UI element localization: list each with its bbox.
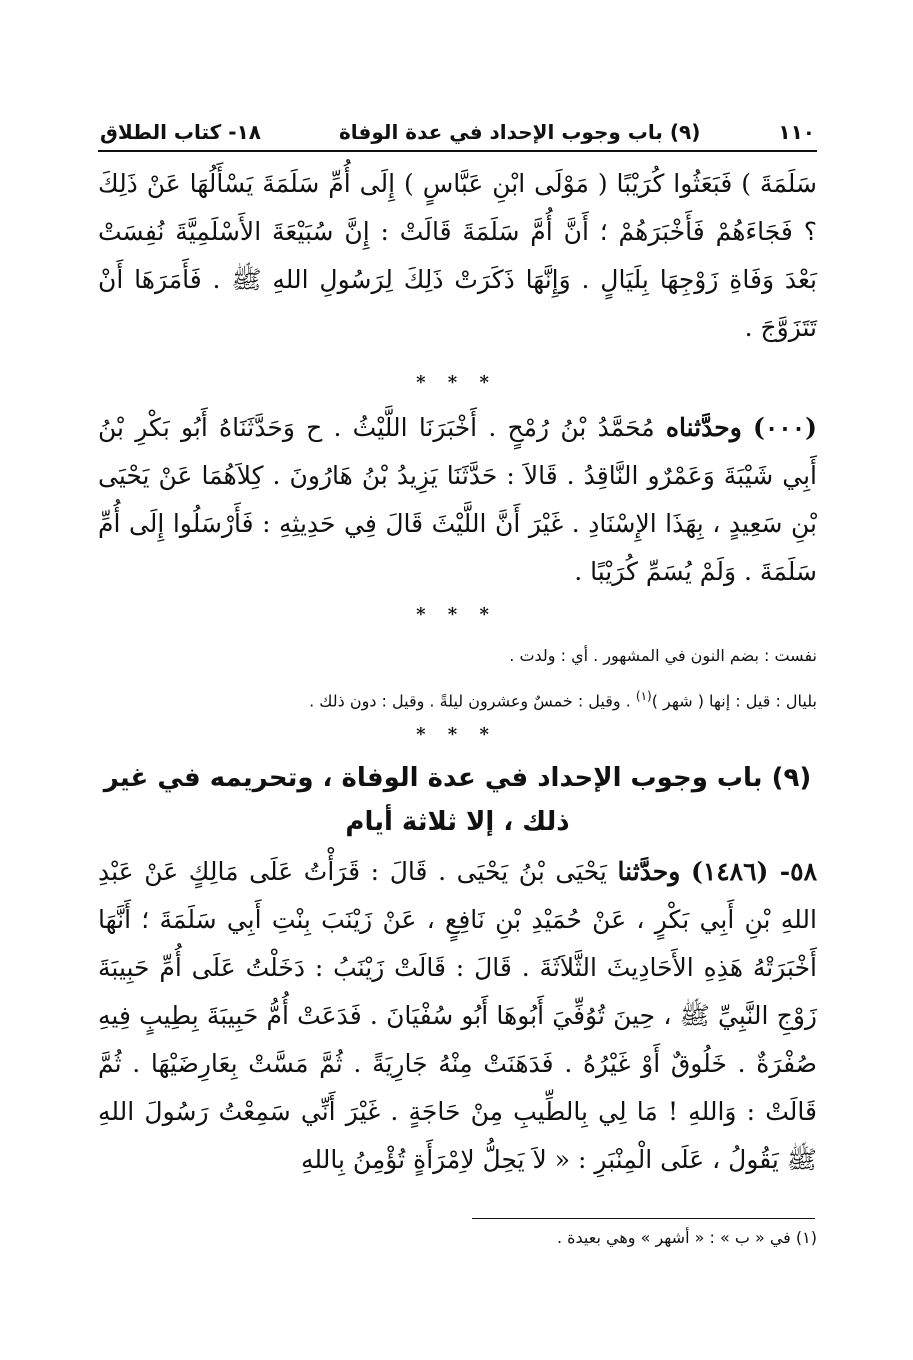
hadith-text: يَحْيَى بْنُ يَحْيَى . قَالَ : قَرَأْتُ عَلَى مَالِكٍ عَنْ عَبْدِ اللهِ بْنِ أَبِي بَكْرٍ ، عَنْ حُمَيْدِ بْنِ نَافِعٍ ، عَنْ زَيْنَبَ بِنْتِ أَبِي سَلَمَةَ ؛ أَنَّهَا أَخْبَرَتْهُ هَذِهِ الأَحَادِيثَ الثَّلاَثَةَ . قَالَ : قَالَتْ زَيْنَبُ : دَخَلْتُ عَلَى أُمِّ حَبِيبَةَ زَوْجِ النَّبِيِّ ﷺ ، حِينَ تُوُفِّيَ أَبُوهَا أَبُو سُفْيَانَ . فَدَعَتْ أُمُّ حَبِيبَةَ بِطِيبٍ فِيهِ صُفْرَةٌ . خَلُوقٌ أَوْ غَيْرُهُ . فَدَهَنَتْ مِنْهُ جَارِيَةً . ثُمَّ مَسَّتْ بِعَارِضَيْهَا . ثُمَّ قَالَتْ : وَاللهِ ! مَا لِي بِالطِّيبِ مِنْ حَاجَةٍ . غَيْرَ أَنِّي سَمِعْتُ رَسُولَ اللهِ ﷺ يَقُولُ ، عَلَى الْمِنْبَرِ : « لاَ يَحِلُّ لاِمْرَأَةٍ تُؤْمِنُ بِاللهِ: [98, 857, 817, 1174]
chapter-title: (٩) باب وجوب الإحداد في عدة الوفاة ، وتحريمه في غير ذلك ، إلا ثلاثة أيام: [103, 763, 812, 837]
section-title: (٩) باب وجوب الإحداد في عدة الوفاة: [338, 120, 701, 144]
glossary-note-2: [98, 680, 817, 717]
book-title: ١٨- كتاب الطلاق: [100, 120, 261, 144]
separator-stars: * * *: [416, 604, 497, 625]
hadith-paragraph-000: [98, 404, 817, 596]
footnote: (١) في « ب » : « أشهر » وهي بعيدة .: [556, 1228, 817, 1247]
hadith-paragraph-1486: [98, 848, 817, 1184]
page-number: ١١٠: [778, 120, 815, 144]
running-header: [100, 112, 815, 152]
separator-stars: * * *: [416, 372, 497, 393]
glossary-note-2-b: . وقيل : خمسٌ وعشرون ليلةً . وقيل : دون ذلك .: [309, 691, 636, 711]
header-rule: [98, 150, 817, 152]
glossary-note-2-a: بليال : قيل : إنها ( شهر ): [651, 691, 817, 711]
hadith-text: مُحَمَّدُ بْنُ رُمْحٍ . أَخْبَرَنَا اللَّيْثُ . ح وَحَدَّثَنَاهُ أَبُو بَكْرِ بْنُ أَبِي شَيْبَةَ وَعَمْرٌو النَّاقِدُ . قَالاَ : حَدَّثَنَا يَزِيدُ بْنُ هَارُونَ . كِلاَهُمَا عَنْ يَحْيَى بْنِ سَعِيدٍ ، بِهَذَا الإِسْنَادِ . غَيْرَ أَنَّ اللَّيْثَ قَالَ فِي حَدِيثِهِ : فَأَرْسَلُوا إِلَى أُمِّ سَلَمَةَ . وَلَمْ يُسَمِّ كُرَيْبًا .: [98, 413, 817, 586]
glossary-note-1: نفست : بضم النون في المشهور . أي : ولدت .: [509, 646, 817, 665]
hadith-number: ٥٨- (١٤٨٦): [690, 857, 817, 886]
separator-stars: * * *: [416, 724, 497, 745]
hadith-lead: وحدَّثنا: [617, 857, 681, 886]
paragraph-continuation: سَلَمَةَ ) فَبَعَثُوا كُرَيْبًا ( مَوْلَى ابْنِ عَبَّاسٍ ) إِلَى أُمِّ سَلَمَةَ يَسْأَلُهَا عَنْ ذَلِكَ ؟ فَجَاءَهُمْ فَأَخْبَرَهُمْ ؛ أَنَّ أُمَّ سَلَمَةَ قَالَتْ : إِنَّ سُبَيْعَةَ الأَسْلَمِيَّةَ نُفِسَتْ بَعْدَ وَفَاةِ زَوْجِهَا بِلَيَالٍ . وَإِنَّهَا ذَكَرَتْ ذَلِكَ لِرَسُولِ اللهِ ﷺ . فَأَمَرَهَا أَنْ تَتَزَوَّجَ .: [98, 169, 817, 342]
footnote-rule: [472, 1218, 815, 1219]
hadith-lead: وحدَّثناه: [665, 413, 742, 442]
hadith-number: (٠٠٠): [753, 413, 817, 442]
footnote-ref: (١): [635, 689, 652, 703]
